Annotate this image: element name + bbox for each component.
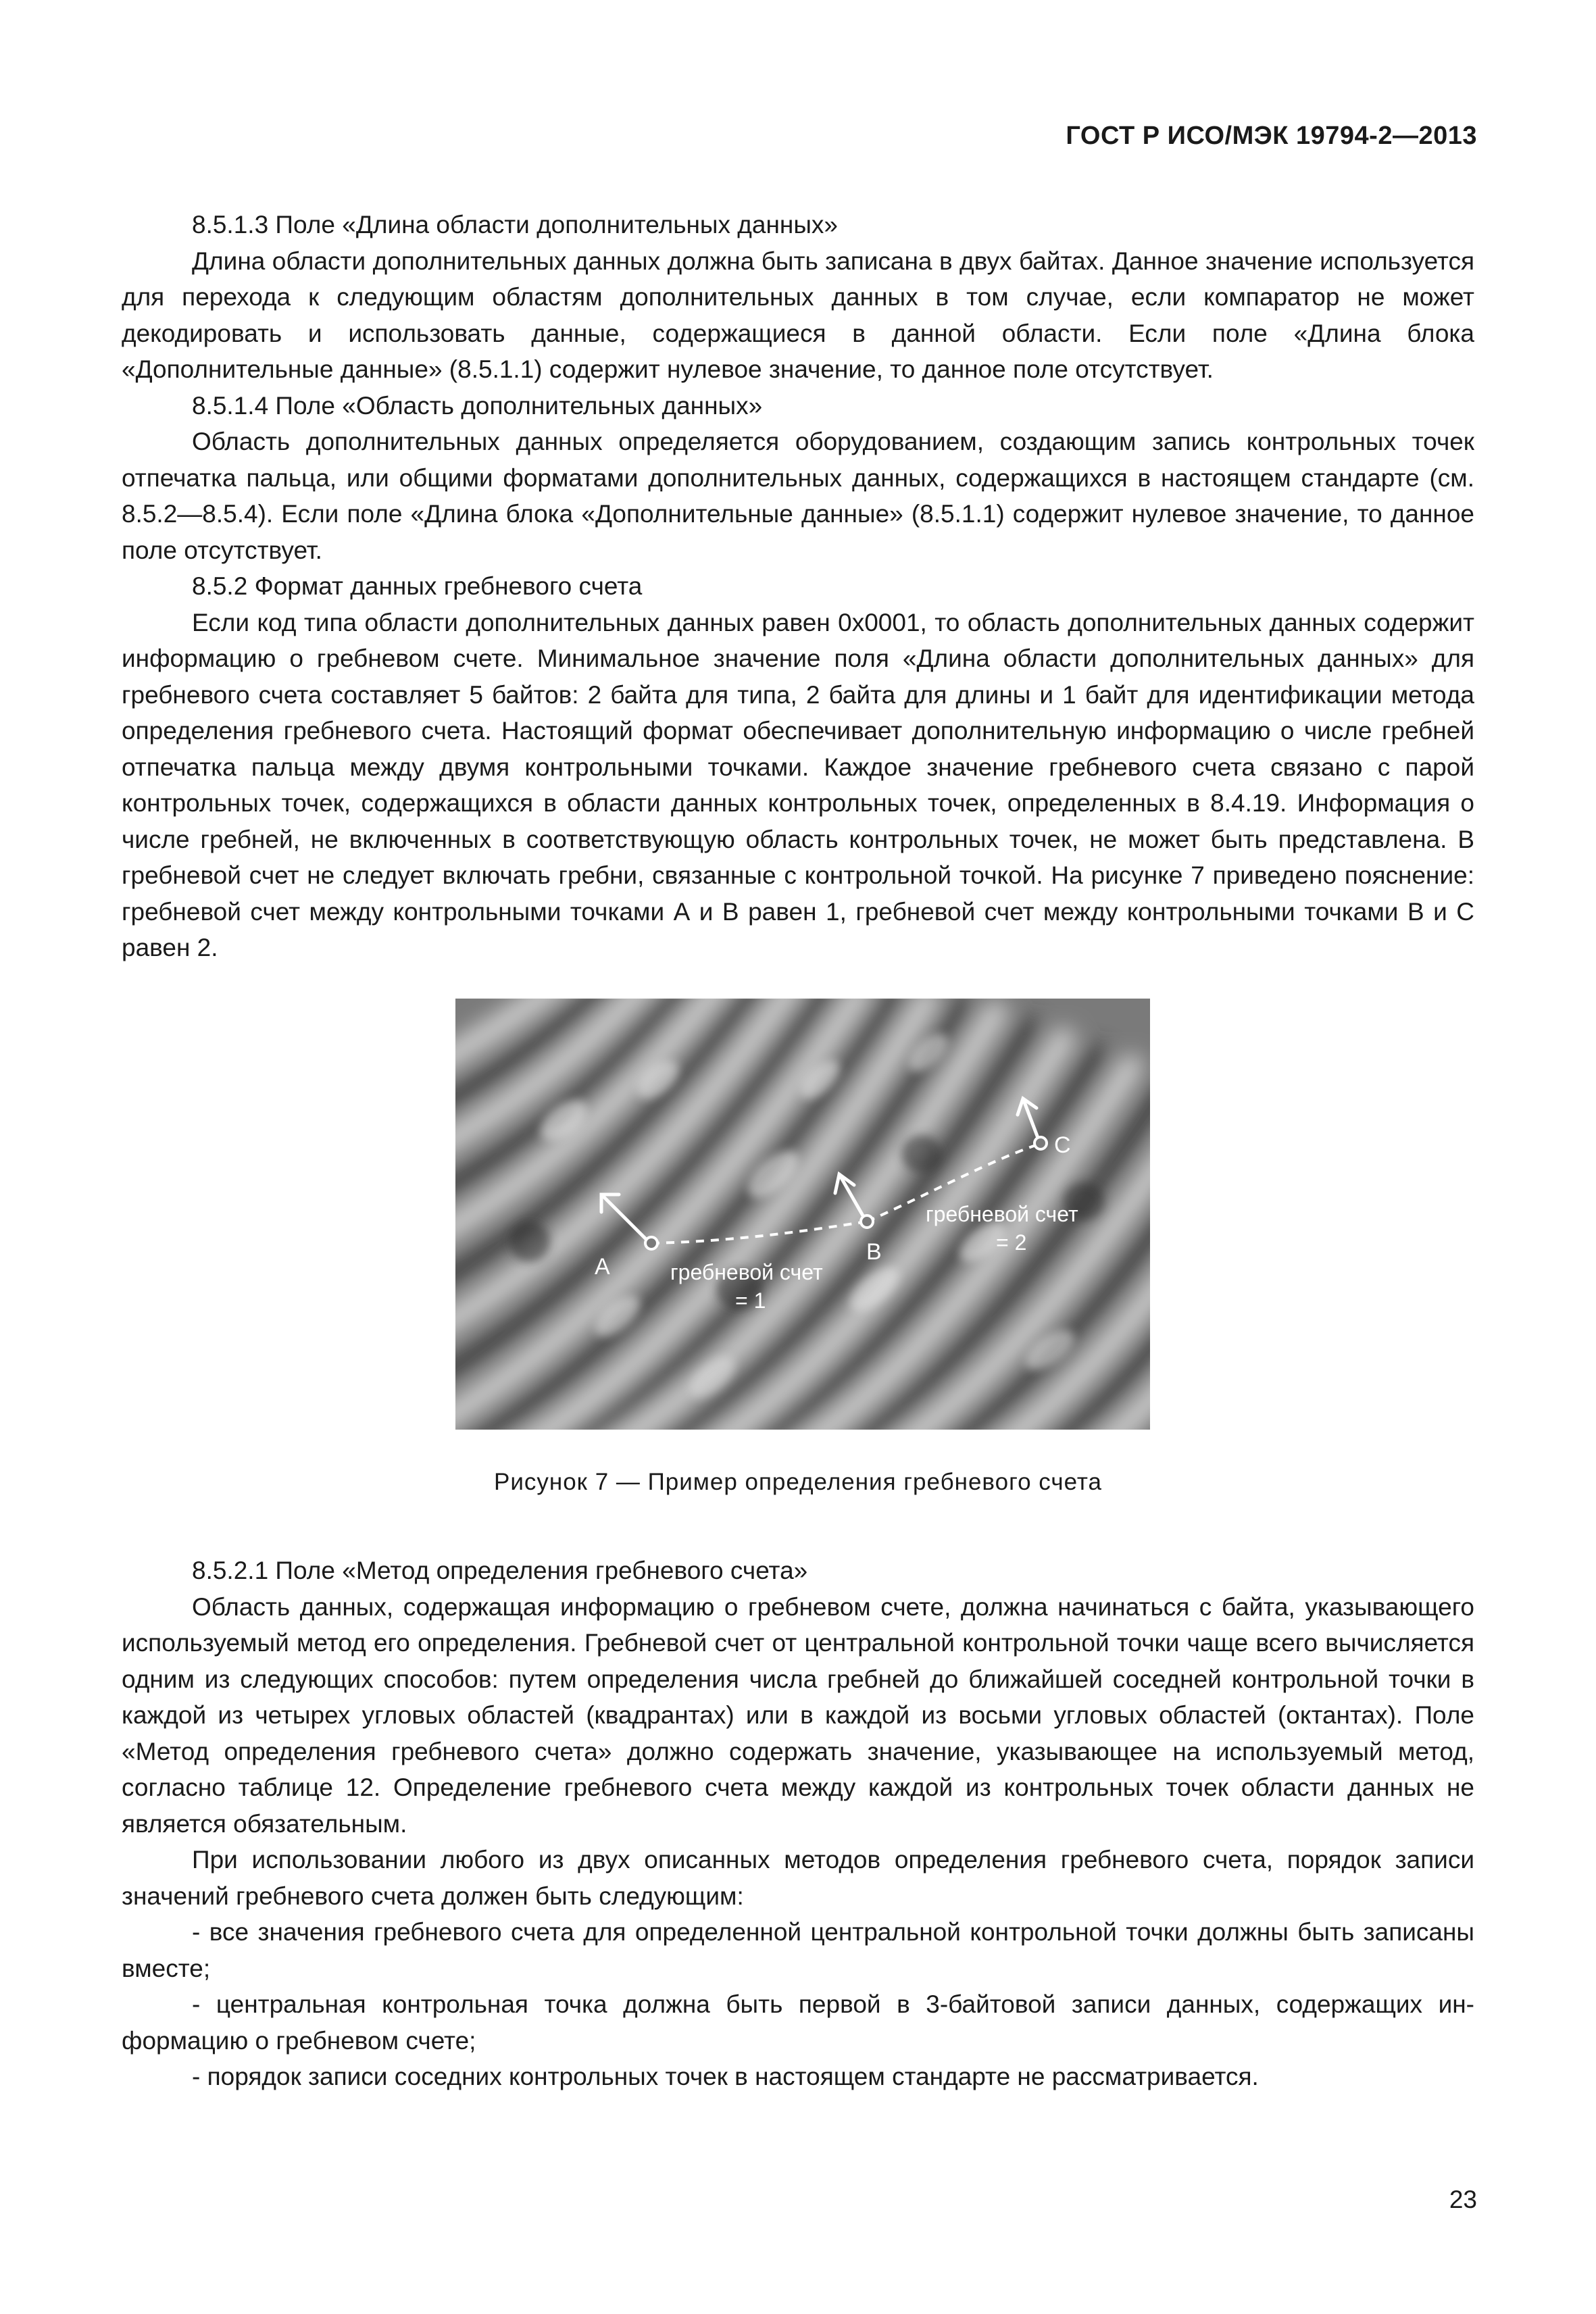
section-heading-8-5-1-3: 8.5.1.3 Поле «Длина области дополнительных данных» — [192, 211, 839, 238]
fingerprint-ridge-image — [455, 999, 1150, 1430]
ridge-count-ab-label-line1: гребневой счет — [670, 1260, 823, 1284]
minutia-a-marker — [645, 1237, 657, 1249]
section-heading-8-5-2-1: 8.5.2.1 Поле «Метод определения гребневого счета» — [192, 1557, 808, 1584]
ridge-count-bc-label-line1: гребневой счет — [926, 1202, 1078, 1226]
paragraph-record-order: При использовании любого из двух описанных методов определения гребневого счета, порядок записи значений гребневого счета должен быть следующим: — [122, 1846, 1474, 1910]
paragraph-method-field: Область данных, содержащая информацию о гребневом счете, должна начинаться с байта, указывающего используемый метод его определения. Гребневой счет от центральной контрольной точки чаще всего вычисляется одним из следующих способов: путем определения числа гребней до ближайшей соседней контрольной точки в каждой из четырех угловых областей (квадрантах) или в каждой из восьми угловых областей (октантах). Поле «Метод определения гребневого счета» должно содержать значение, указывающее на используемый метод, согласно таблице 12. Определение гребневого счета между каждой из контрольных точек области данных не является обязательным. — [122, 1592, 1474, 1838]
figure-caption: Рисунок 7 — Пример определения гребневого счета — [493, 1469, 1103, 1495]
label-a: A — [595, 1254, 610, 1280]
top-text-block — [122, 207, 1474, 966]
standard-header: ГОСТ Р ИСО/МЭК 19794-2—2013 — [1066, 122, 1477, 150]
page-number: 23 — [1449, 2186, 1477, 2213]
ridge-count-bc-label-line2: = 2 — [996, 1230, 1027, 1255]
paragraph-extended-data-area: Область дополнительных данных определяется оборудованием, создающим запись контрольных точек отпечатка пальца, или общими форматами дополнительных данных, содержащихся в настоящем стандарте (см. 8.5.2—8.5.4). Если поле «Длина блока «Дополнительные данные» (8.5.1.1) содержит нулевое значение, то данное поле отсутствует. — [122, 428, 1474, 564]
list-item-1: - все значения гребневого счета для определенной центральной контрольной точки должны быть записаны вместе; — [122, 1918, 1474, 1982]
section-heading-8-5-2: 8.5.2 Формат данных гребневого счета — [192, 572, 643, 600]
label-b: B — [866, 1239, 882, 1265]
paragraph-length-field: Длина области дополнительных данных должна быть записана в двух байтах. Данное значение используется для перехода к следующим областям дополнительных данных в том случае, если компаратор не может декодировать и использовать данные, содержащиеся в данной области. Если поле «Длина блока «Дополнительные данные» (8.5.1.1) содержит нулевое значение, то данное поле отсутствует. — [122, 247, 1474, 383]
label-c: C — [1054, 1132, 1071, 1158]
ridge-count-ab-label-line2: = 1 — [735, 1288, 766, 1313]
fingerprint-figure — [455, 999, 1150, 1430]
bottom-text-block — [122, 1553, 1474, 2095]
section-heading-8-5-1-4: 8.5.1.4 Поле «Область дополнительных данных» — [192, 391, 763, 420]
paragraph-ridge-count-format: Если код типа области дополнительных данных равен 0x0001, то область дополнительных данных содержит информацию о гребневом счете. Минимальное значение поля «Длина области дополнительных данных» для гребневого счета составляет 5 байтов: 2 байта для типа, 2 байта для длины и 1 байт для идентификации метода определения гребневого счета. Настоящий формат обеспечивает дополнительную информацию о числе гребней отпечатка пальца между двумя контрольными точками. Каждое значение гребневого счета связано с парой контрольных точек, содержащихся в области данных контрольных точек, определенных в 8.4.19. Информация о числе гребней, не включенных в соответствующую область контрольных точек, не может быть представлена. В гребневой счет не следует включать гребни, связанные с контрольной точкой. На рисунке 7 приведено пояснение: гребневой счет между контрольными точками А и В равен 1, гребневой счет между контрольными точками В и С равен 2. — [122, 608, 1474, 961]
list-item-2: - центральная контрольная точка должна быть первой в 3-байтовой записи данных, содержащих информацию о гребневом счете; — [122, 1990, 1474, 2055]
minutia-b-marker — [861, 1215, 873, 1228]
minutia-c-marker — [1034, 1137, 1047, 1149]
list-item-3: - порядок записи соседних контрольных точек в настоящем стандарте не рассматривается. — [192, 2063, 1259, 2090]
